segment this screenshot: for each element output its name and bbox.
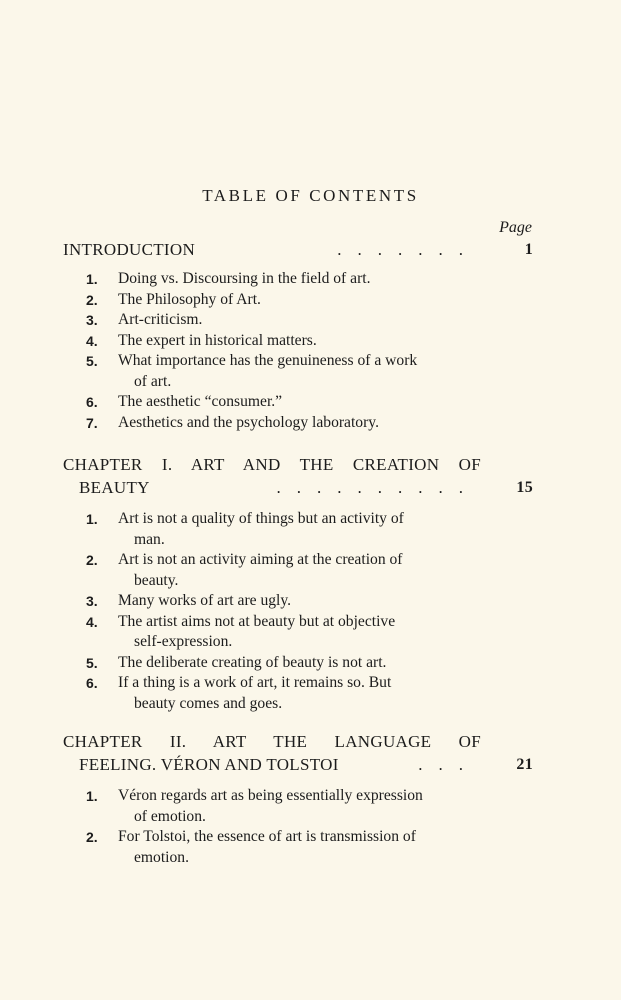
item-number: 6. [86,394,98,410]
toc-section-chapter-1 [63,453,533,714]
list-item [63,351,483,392]
list-item [63,550,483,591]
list-item [63,392,483,413]
item-number: 1. [86,788,98,804]
item-text-continued: beauty. [134,571,179,589]
heading-text: CHAPTER II. ART THE LANGUAGE OF [63,732,481,751]
item-text: The aesthetic “consumer.” [118,393,283,410]
list-item [63,673,483,714]
item-number: 4. [86,613,98,630]
page-number: 21 [516,756,533,773]
list-item [63,612,483,653]
list-item [63,269,483,290]
item-text: Many works of art are ugly. [118,592,292,609]
section-heading [63,453,533,499]
item-text: The artist aims not at beauty but at objective [118,612,396,630]
item-number: 3. [86,312,98,328]
list-item [63,827,483,868]
page-number: 15 [516,479,533,496]
item-text-continued: of art. [134,372,172,390]
item-text: Art is not an activity aiming at the creation of [118,551,403,568]
list-item [63,310,483,331]
heading-text: CHAPTER I. ART AND THE CREATION OF [63,455,481,474]
section-heading [63,730,533,776]
item-text-continued: self-expression. [134,633,233,650]
item-text: For Tolstoi, the essence of art is transmission of [118,828,416,845]
item-text: The expert in historical matters. [118,331,317,349]
item-text-continued: emotion. [134,848,190,866]
list-item [63,653,483,674]
page-number: 1 [524,241,533,258]
item-text: Doing vs. Discoursing in the field of art. [118,270,371,287]
item-number: 1. [86,511,98,527]
item-text: The deliberate creating of beauty is not art. [118,653,387,671]
section-heading [63,238,533,261]
item-text-continued: man. [134,530,165,548]
item-text: What importance has the genuineness of a work [118,352,418,369]
list-item [63,509,483,550]
toc-section-chapter-2 [63,730,533,868]
item-number: 7. [86,414,98,431]
heading-text: INTRODUCTION [63,240,196,259]
item-text: If a thing is a work of art, it remains so. But [118,674,392,691]
item-number: 5. [86,654,98,671]
item-number: 3. [86,593,98,609]
item-text-continued: of emotion. [134,807,206,825]
leader-dots: ....... [337,240,479,259]
item-text-continued: beauty comes and goes. [134,694,283,712]
page-title: TABLE OF CONTENTS [202,186,419,205]
item-text: The Philosophy of Art. [118,290,261,308]
item-number: 6. [86,675,98,691]
heading-text-continued: FEELING. VÉRON AND TOLSTOI [79,755,339,774]
toc-section-introduction [63,238,533,433]
leader-dots: .......... [276,478,479,497]
item-number: 2. [86,552,98,568]
item-number: 2. [86,291,98,308]
page-column-label: Page [499,219,532,236]
list-item [63,331,483,352]
item-number: 1. [86,271,98,287]
leader-dots: ... [418,755,479,774]
list-item [63,591,483,612]
heading-text-continued: BEAUTY [79,478,150,497]
list-item [63,290,483,311]
item-text: Art-criticism. [118,311,203,328]
list-item [63,786,483,827]
item-text: Véron regards art as being essentially expression [118,787,423,804]
item-text: Aesthetics and the psychology laboratory. [118,413,379,431]
item-number: 2. [86,829,98,845]
item-text: Art is not a quality of things but an activity of [118,510,404,527]
item-number: 4. [86,332,98,349]
item-number: 5. [86,353,98,369]
list-item [63,413,483,434]
